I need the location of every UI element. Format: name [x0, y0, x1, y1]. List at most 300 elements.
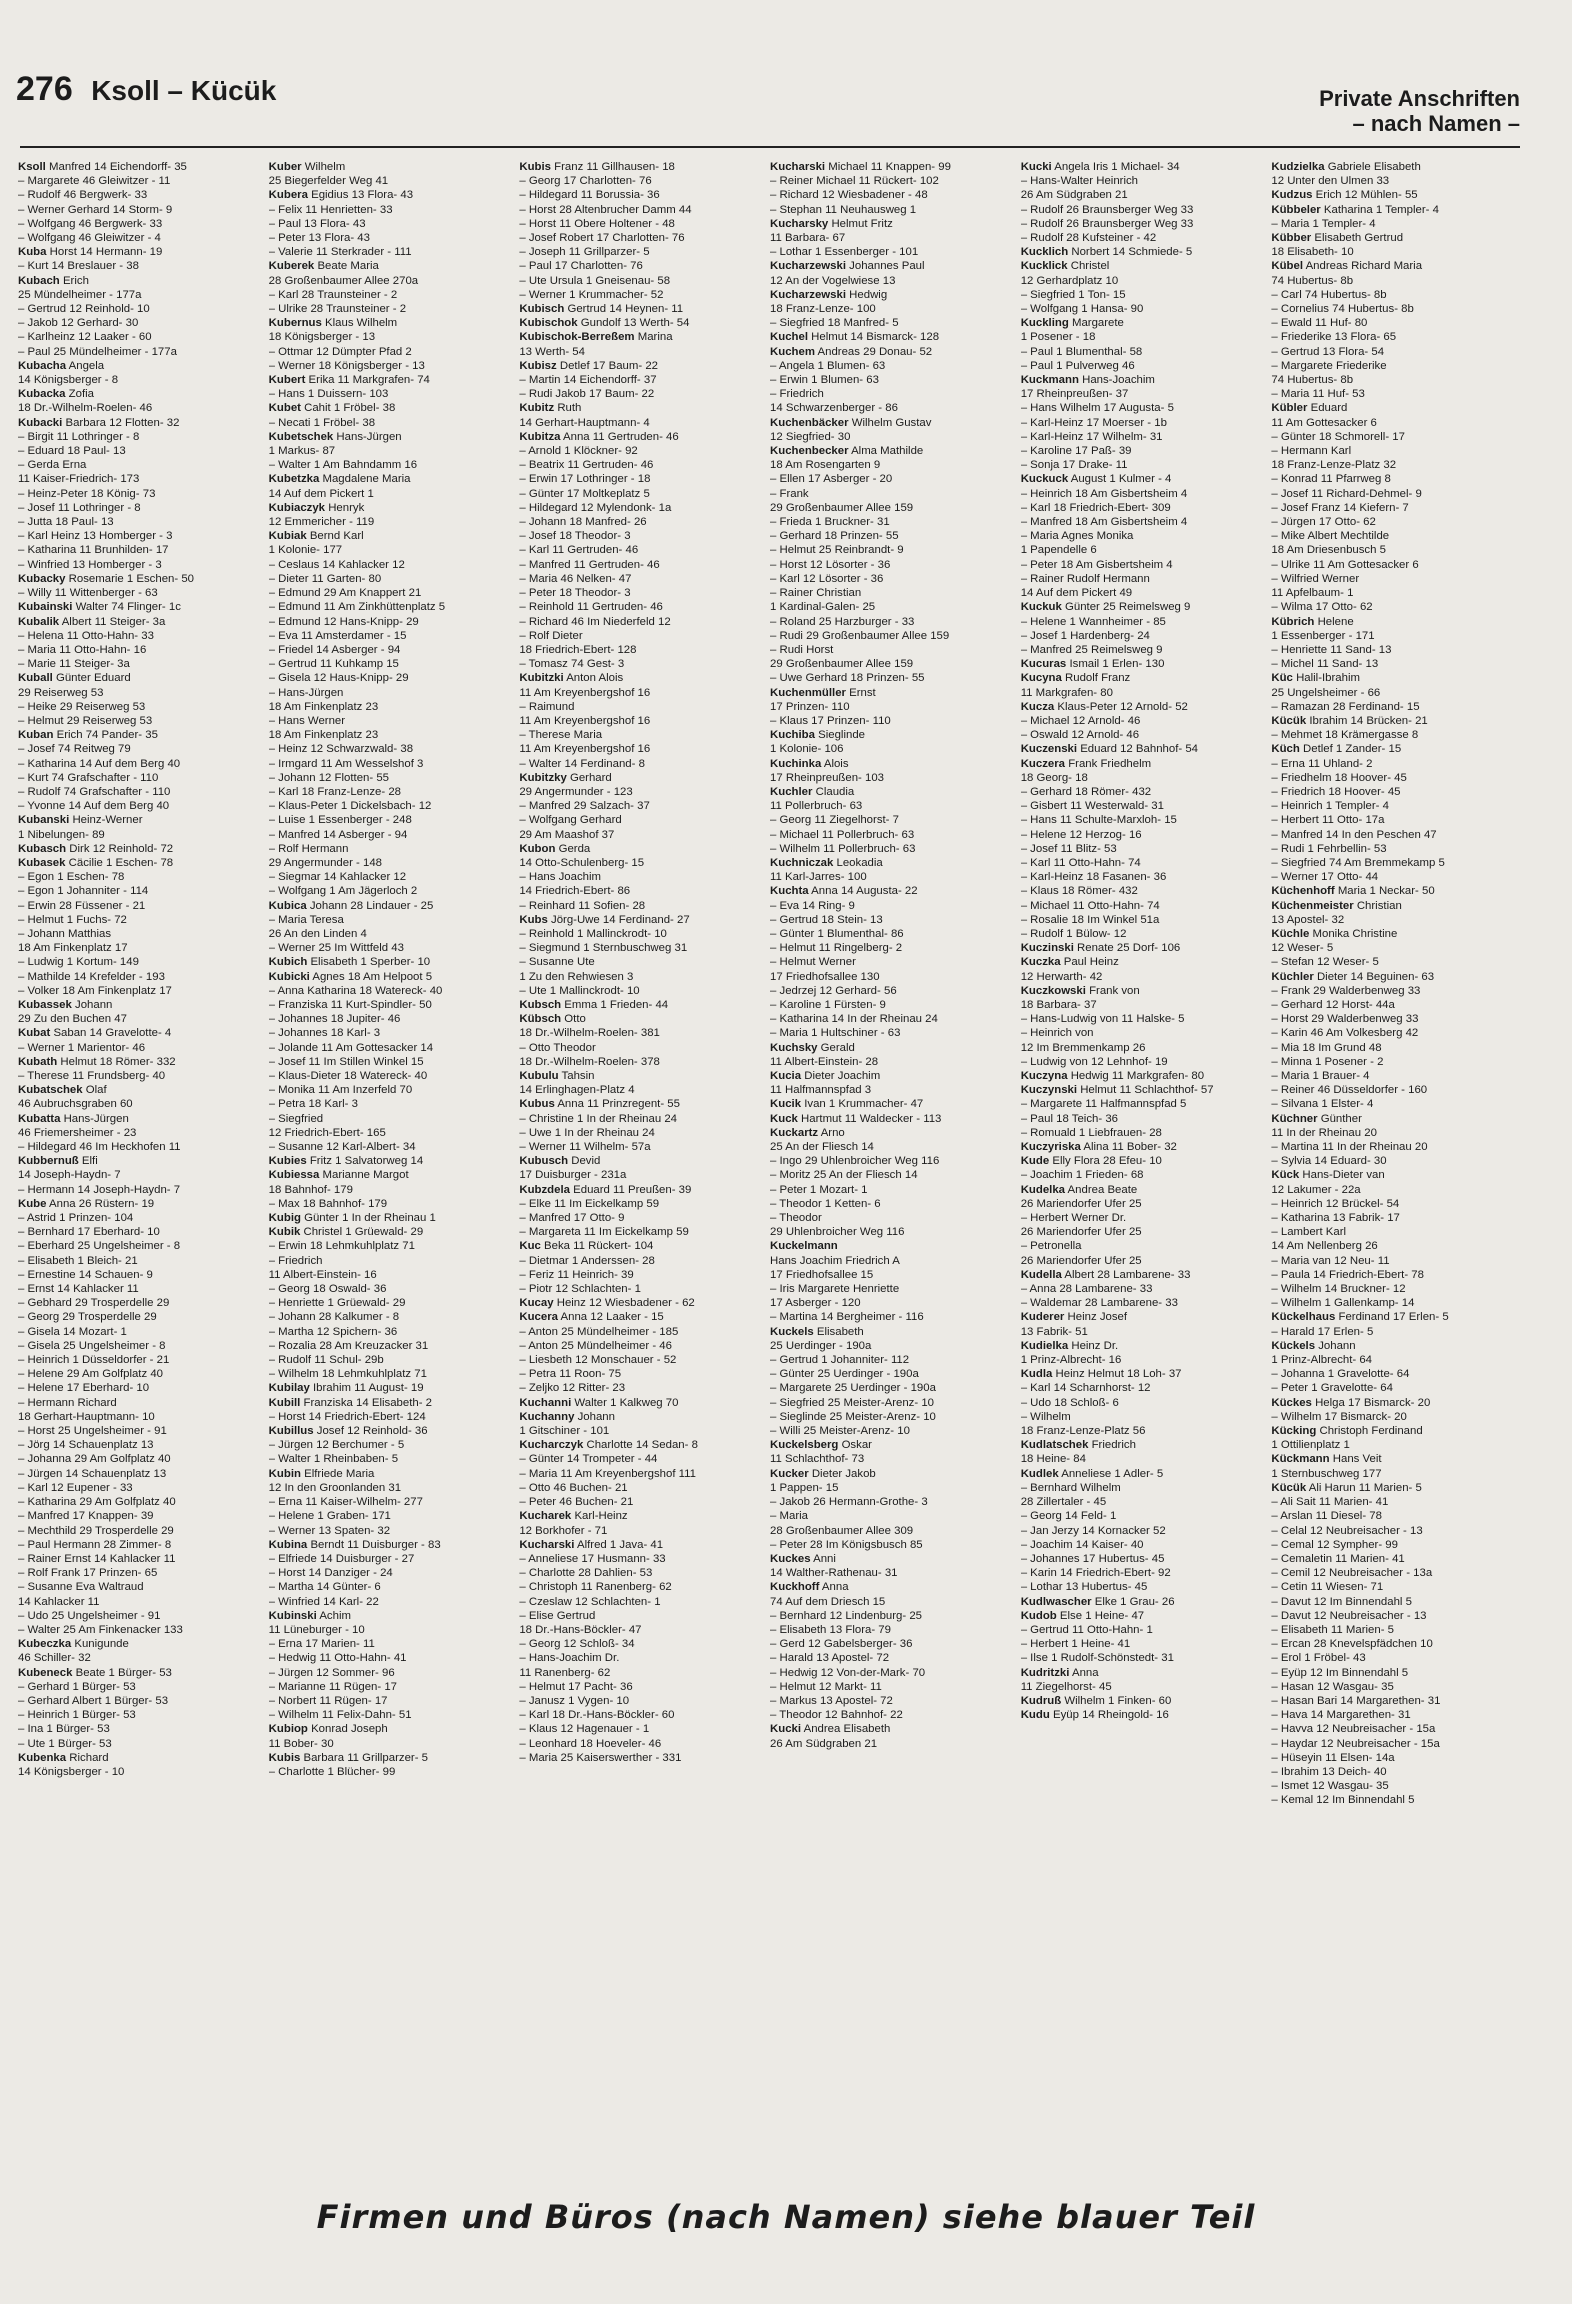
directory-entry — [770, 1538, 1007, 1552]
entry-surname: Kuckelmann — [770, 1240, 838, 1253]
entry-details: – Gerda Erna — [18, 459, 87, 472]
directory-entry — [519, 430, 756, 444]
directory-entry — [1021, 600, 1258, 614]
directory-entry — [1271, 1282, 1508, 1296]
directory-entry — [1021, 1325, 1258, 1339]
directory-entry — [770, 1041, 1007, 1055]
entry-details: 29 Angermunder - 148 — [268, 856, 383, 869]
directory-entry — [1271, 231, 1508, 245]
directory-entry — [1021, 998, 1258, 1012]
directory-entry — [269, 884, 506, 898]
directory-entry — [770, 558, 1007, 572]
entry-details: – Walter 1 Am Bahndamm 16 — [268, 459, 418, 472]
directory-entry — [18, 359, 255, 373]
directory-entry — [770, 501, 1007, 515]
page-title: Ksoll – Kücük — [91, 75, 277, 106]
entry-details: – Manfred 18 Am Gisbertsheim 4 — [1020, 516, 1188, 529]
entry-details: – Friederike 13 Flora- 65 — [1271, 331, 1397, 344]
directory-entry — [18, 1694, 255, 1708]
directory-entry — [519, 515, 756, 529]
entry-details: Helmut 14 Bismarck- 128 — [811, 331, 940, 344]
entry-details: – Ernst 14 Kahlacker 11 — [18, 1283, 139, 1296]
directory-entry — [519, 1097, 756, 1111]
entry-details: – Helena 11 Otto-Hahn- 33 — [18, 629, 154, 642]
entry-details: – Elisabeth 1 Bleich- 21 — [18, 1254, 138, 1267]
directory-entry — [1021, 1225, 1258, 1239]
directory-entry — [269, 657, 506, 671]
entry-details: – Hildegard 46 Im Heckhofen 11 — [18, 1141, 181, 1154]
directory-entry — [1021, 1694, 1258, 1708]
entry-surname: Kubiessa — [268, 1169, 320, 1182]
entry-surname: Kuchenbäcker — [770, 416, 849, 429]
directory-entry — [1271, 1012, 1508, 1026]
directory-entry — [269, 1609, 506, 1623]
entry-details: – Marie 11 Steiger- 3a — [18, 658, 130, 671]
entry-details: – Ulrike 28 Traunsteiner - 2 — [268, 303, 407, 316]
directory-entry — [770, 1381, 1007, 1395]
entry-details: – Hans 11 Schulte-Marxloh- 15 — [1020, 814, 1177, 827]
directory-entry — [770, 1580, 1007, 1594]
directory-entry — [519, 970, 756, 984]
entry-details: – Celal 12 Neubreisacher - 13 — [1271, 1524, 1423, 1537]
directory-entry — [18, 1566, 255, 1580]
entry-surname: Kuchanni — [519, 1396, 572, 1409]
directory-entry — [519, 1481, 756, 1495]
entry-details: – Klaus-Peter 1 Dickelsbach- 12 — [268, 800, 432, 813]
directory-entry — [269, 458, 506, 472]
entry-details: – Maria 11 Am Kreyenbergshof 111 — [519, 1467, 696, 1480]
entry-details: 12 Siegfried- 30 — [770, 430, 851, 443]
entry-details: Ibrahim 11 August- 19 — [313, 1382, 424, 1395]
entry-details: – Czeslaw 12 Schlachten- 1 — [519, 1595, 661, 1608]
directory-entry — [1271, 1751, 1508, 1765]
entry-details: Christoph Ferdinand — [1319, 1425, 1423, 1438]
directory-entry — [1021, 401, 1258, 415]
entry-details: Detlef 17 Baum- 22 — [559, 359, 658, 372]
entry-details: – Elise Gertrud — [519, 1609, 596, 1622]
entry-details: – Siegmund 1 Sternbuschweg 31 — [519, 942, 688, 955]
directory-entry — [269, 1268, 506, 1282]
directory-entry — [1021, 217, 1258, 231]
entry-details: 1 Papendelle 6 — [1020, 544, 1097, 557]
entry-surname: Kubalik — [18, 615, 60, 628]
directory-entry — [770, 330, 1007, 344]
entry-details: – Hava 14 Margarethen- 31 — [1271, 1709, 1411, 1722]
directory-entry — [1271, 955, 1508, 969]
directory-entry — [1271, 572, 1508, 586]
directory-entry — [519, 728, 756, 742]
directory-entry — [1021, 188, 1258, 202]
directory-entry — [1021, 1452, 1258, 1466]
entry-details: Frank Friedhelm — [1068, 757, 1152, 770]
entry-details: – Anna Katharina 18 Watereck- 40 — [268, 984, 443, 997]
entry-details: – Wilhelm — [1020, 1410, 1071, 1423]
entry-details: Dieter 14 Beguinen- 63 — [1316, 970, 1435, 983]
entry-surname: Kubillus — [268, 1425, 314, 1438]
entry-details: Eyüp 14 Rheingold- 16 — [1052, 1709, 1169, 1722]
directory-entry — [269, 700, 506, 714]
entry-surname: Küchner — [1271, 1112, 1318, 1125]
directory-entry — [269, 1282, 506, 1296]
entry-details: 18 Königsberger - 13 — [268, 331, 376, 344]
entry-details: Walter 74 Flinger- 1c — [75, 601, 181, 614]
entry-details: 74 Auf dem Driesch 15 — [770, 1595, 886, 1608]
entry-surname: Kubatta — [18, 1112, 61, 1125]
directory-entry — [1271, 771, 1508, 785]
entry-details: – Wolfgang 1 Hansa- 90 — [1020, 303, 1144, 316]
directory-entry — [1021, 487, 1258, 501]
entry-surname: Kucharczyk — [519, 1439, 584, 1452]
directory-entry — [1271, 288, 1508, 302]
entry-details: 11 Albert-Einstein- 28 — [770, 1055, 879, 1068]
entry-surname: Kuczenski — [1020, 743, 1078, 756]
directory-entry — [1271, 444, 1508, 458]
entry-details: 18 Georg- 18 — [1020, 771, 1088, 784]
entry-details: – Hans-Jürgen — [268, 686, 344, 699]
entry-surname: Kuchenmüller — [770, 686, 846, 699]
entry-details: – Mathilde 14 Krefelder - 193 — [18, 970, 165, 983]
entry-details: – Manfred 14 Asberger - 94 — [268, 828, 408, 841]
directory-entry — [18, 1680, 255, 1694]
directory-entry — [519, 1595, 756, 1609]
entry-details: – Kurt 74 Grafschafter - 110 — [18, 771, 159, 784]
entry-details: – Kemal 12 Im Binnendahl 5 — [1271, 1794, 1415, 1807]
entry-surname: Kubetzka — [268, 473, 320, 486]
directory-entry — [269, 1637, 506, 1651]
entry-details: Jörg-Uwe 14 Ferdinand- 27 — [551, 913, 690, 926]
entry-details: August 1 Kulmer - 4 — [1070, 473, 1172, 486]
entry-details: – Helene 12 Herzog- 16 — [1020, 828, 1142, 841]
directory-entry — [519, 1225, 756, 1239]
entry-surname: Kübler — [1271, 402, 1308, 415]
directory-entry — [770, 1680, 1007, 1694]
entry-details: – Beatrix 11 Gertruden- 46 — [519, 459, 654, 472]
entry-surname: Kubera — [268, 189, 308, 202]
directory-entry — [519, 870, 756, 884]
entry-details: Egidius 13 Flora- 43 — [311, 189, 414, 202]
entry-details: – Günter 1 Blumenthal- 86 — [770, 927, 904, 940]
entry-surname: Kuczera — [1020, 757, 1066, 770]
directory-entry — [18, 970, 255, 984]
directory-entry — [519, 671, 756, 685]
entry-details: Horst 14 Hermann- 19 — [49, 246, 163, 259]
directory-entry — [1021, 529, 1258, 543]
entry-details: – Astrid 1 Prinzen- 104 — [18, 1212, 134, 1225]
directory-entry — [1271, 686, 1508, 700]
directory-entry — [1271, 1552, 1508, 1566]
directory-column — [770, 160, 1007, 2144]
directory-entry — [1021, 330, 1258, 344]
directory-entry — [1021, 671, 1258, 685]
directory-entry — [269, 899, 506, 913]
entry-details: 17 Asberger - 120 — [770, 1297, 861, 1310]
entry-details: Detlef 1 Zander- 15 — [1303, 743, 1402, 756]
directory-entry — [18, 501, 255, 515]
directory-entry — [18, 828, 255, 842]
directory-entry — [18, 188, 255, 202]
directory-entry — [519, 785, 756, 799]
directory-entry — [18, 160, 255, 174]
directory-entry — [770, 1154, 1007, 1168]
directory-entry — [519, 472, 756, 486]
entry-surname: Kubassek — [18, 998, 72, 1011]
entry-details: – Manfred 17 Otto- 9 — [519, 1212, 625, 1225]
directory-entry — [269, 714, 506, 728]
entry-surname: Kübel — [1271, 260, 1304, 273]
directory-entry — [1271, 1765, 1508, 1779]
entry-details: – Reiner Michael 11 Rückert- 102 — [770, 175, 939, 188]
entry-details: – Rolf Dieter — [519, 629, 583, 642]
entry-surname: Kubitz — [519, 402, 555, 415]
directory-entry — [18, 1310, 255, 1324]
directory-entry — [519, 1666, 756, 1680]
entry-details: – Udo 18 Schloß- 6 — [1020, 1396, 1119, 1409]
entry-surname: Kuc — [519, 1240, 541, 1253]
directory-entry — [519, 1282, 756, 1296]
directory-entry — [269, 231, 506, 245]
directory-entry — [519, 487, 756, 501]
entry-details: 11 Am Kreyenbergshof 16 — [519, 686, 651, 699]
entry-details: – Horst 28 Altenbrucher Damm 44 — [519, 203, 692, 216]
directory-entry — [519, 1438, 756, 1452]
directory-entry — [519, 1112, 756, 1126]
page-header-left — [16, 70, 276, 109]
directory-entry — [519, 359, 756, 373]
directory-entry — [269, 259, 506, 273]
entry-details: Franziska 14 Elisabeth- 2 — [303, 1396, 433, 1409]
entry-details: – Susanne Ute — [519, 956, 595, 969]
directory-entry — [18, 1126, 255, 1140]
entry-details: – Stephan 11 Neuhausweg 1 — [770, 203, 917, 216]
directory-entry — [770, 1637, 1007, 1651]
entry-details: – Paul 1 Pulverweg 46 — [1020, 359, 1135, 372]
directory-entry — [18, 387, 255, 401]
entry-surname: Kucker — [770, 1467, 809, 1480]
entry-details: 11 Am Kreyenbergshof 16 — [519, 714, 651, 727]
entry-details: – Joseph 11 Grillparzer- 5 — [519, 246, 650, 259]
directory-entry — [1021, 813, 1258, 827]
entry-details: – Karl 18 Dr.-Hans-Böckler- 60 — [519, 1709, 675, 1722]
entry-details: 17 Rheinpreußen- 103 — [770, 771, 884, 784]
entry-surname: Kucera — [519, 1311, 558, 1324]
directory-entry — [269, 1367, 506, 1381]
entry-details: – Hüseyin 11 Elsen- 14a — [1271, 1751, 1395, 1764]
entry-details: – Heinrich 1 Templer- 4 — [1271, 800, 1389, 813]
directory-entry — [519, 1239, 756, 1253]
directory-entry — [269, 1154, 506, 1168]
directory-entry — [269, 1552, 506, 1566]
directory-entry — [269, 870, 506, 884]
directory-entry — [1271, 927, 1508, 941]
entry-surname: Kubin — [268, 1467, 301, 1480]
directory-entry — [1021, 1197, 1258, 1211]
entry-details: – Karl 18 Franz-Lenze- 28 — [268, 785, 401, 798]
directory-entry — [1021, 1367, 1258, 1381]
directory-entry — [18, 1467, 255, 1481]
directory-entry — [1021, 771, 1258, 785]
entry-details: 11 Ziegelhorst- 45 — [1020, 1680, 1112, 1693]
entry-details: Karl-Heinz — [574, 1510, 628, 1523]
entry-details: – Susanne Eva Waltraud — [18, 1581, 144, 1594]
entry-details: – Friedel 14 Asberger - 94 — [268, 643, 401, 656]
entry-details: – Marianne 11 Rügen- 17 — [268, 1680, 398, 1693]
entry-details: – Josef Franz 14 Kiefern- 7 — [1271, 501, 1409, 514]
directory-entry — [770, 1595, 1007, 1609]
entry-surname: Kuchiba — [770, 729, 815, 742]
directory-entry — [519, 1296, 756, 1310]
directory-entry — [1271, 259, 1508, 273]
directory-entry — [269, 416, 506, 430]
directory-entry — [1271, 671, 1508, 685]
directory-entry — [1271, 302, 1508, 316]
entry-details: – Eyüp 12 Im Binnendahl 5 — [1271, 1666, 1409, 1679]
entry-details: – Winfried 14 Karl- 22 — [268, 1595, 379, 1608]
entry-details: Anneliese 1 Adler- 5 — [1061, 1467, 1164, 1480]
entry-surname: Kudla — [1020, 1368, 1053, 1381]
entry-details: – Charlotte 1 Blücher- 99 — [268, 1765, 396, 1778]
directory-entry — [1021, 856, 1258, 870]
directory-entry — [1271, 1211, 1508, 1225]
entry-details: – Maria 1 Hultschiner - 63 — [770, 1027, 901, 1040]
entry-details: – Frank — [770, 487, 809, 500]
entry-details: Hans-Jürgen — [336, 430, 402, 443]
entry-details: – Hans-Joachim Dr. — [519, 1652, 620, 1665]
entry-details: – Ute 1 Bürger- 53 — [18, 1737, 112, 1750]
directory-entry — [269, 203, 506, 217]
entry-details: – Gerd 12 Gabelsberger- 36 — [770, 1638, 913, 1651]
directory-entry — [1021, 1112, 1258, 1126]
entry-details: 26 Mariendorfer Ufer 25 — [1020, 1254, 1142, 1267]
directory-entry — [269, 1595, 506, 1609]
entry-surname: Kudzielka — [1271, 161, 1325, 173]
directory-entry — [269, 1524, 506, 1538]
entry-details: Elisabeth — [816, 1325, 864, 1338]
directory-entry — [1271, 387, 1508, 401]
entry-surname: Kuckartz — [770, 1126, 819, 1139]
directory-entry — [269, 643, 506, 657]
entry-details: – Wilhelm 18 Lehmkuhlplatz 71 — [268, 1368, 427, 1381]
entry-details: – Siegfried 1 Ton- 15 — [1020, 288, 1126, 301]
entry-details: Klaus-Peter 12 Arnold- 52 — [1057, 700, 1188, 713]
entry-details: – Iris Margarete Henriette — [770, 1283, 900, 1296]
entry-details: Gundolf 13 Werth- 54 — [580, 317, 690, 330]
directory-entry — [519, 288, 756, 302]
directory-entry — [18, 174, 255, 188]
directory-entry — [519, 842, 756, 856]
directory-entry — [519, 1339, 756, 1353]
entry-details: – Erna 11 Uhland- 2 — [1271, 757, 1373, 770]
entry-details: – Raimund — [519, 700, 575, 713]
entry-details: – Heinz 12 Schwarzwald- 38 — [268, 743, 414, 756]
entry-details: – Arslan 11 Diesel- 78 — [1271, 1510, 1382, 1523]
directory-entry — [770, 444, 1007, 458]
entry-surname: Kuchta — [770, 885, 809, 898]
directory-entry — [1021, 1438, 1258, 1452]
directory-entry — [269, 1424, 506, 1438]
directory-entry — [269, 359, 506, 373]
entry-details: 28 Zillertaler - 45 — [1020, 1496, 1107, 1509]
entry-details: Anton Alois — [566, 672, 624, 685]
directory-entry — [1271, 1623, 1508, 1637]
directory-entry — [1271, 714, 1508, 728]
directory-entry — [18, 1239, 255, 1253]
entry-surname: Kücük — [1271, 1481, 1307, 1494]
entry-surname: Kudruß — [1020, 1694, 1062, 1707]
directory-entry — [770, 842, 1007, 856]
entry-details: – Erol 1 Fröbel- 43 — [1271, 1652, 1366, 1665]
directory-entry — [519, 884, 756, 898]
directory-entry — [18, 771, 255, 785]
entry-details: – Karin 14 Friedrich-Ebert- 92 — [1020, 1567, 1171, 1580]
entry-details: Frank von — [1089, 984, 1140, 997]
directory-entry — [1271, 515, 1508, 529]
entry-surname: Kuball — [18, 672, 53, 685]
directory-entry — [770, 1509, 1007, 1523]
entry-details: – Peter 18 Theodor- 3 — [519, 587, 631, 600]
entry-surname: Kudelka — [1020, 1183, 1065, 1196]
entry-details: 14 Walther-Rathenau- 31 — [770, 1567, 898, 1580]
directory-entry — [1021, 1410, 1258, 1424]
directory-entry — [1021, 558, 1258, 572]
entry-details: – Theodor 1 Ketten- 6 — [770, 1197, 881, 1210]
directory-entry — [1271, 600, 1508, 614]
entry-details: Achim — [319, 1609, 351, 1622]
entry-details: – Wolfgang Gerhard — [519, 814, 622, 827]
entry-details: – Ute Ursula 1 Gneisenau- 58 — [519, 274, 671, 287]
directory-entry — [18, 643, 255, 657]
entry-details: 12 Herwarth- 42 — [1020, 970, 1103, 983]
entry-surname: Kuchinka — [770, 757, 822, 770]
directory-entry — [519, 1609, 756, 1623]
entry-details: 46 Friemersheimer - 23 — [18, 1126, 137, 1139]
entry-details: – Necati 1 Fröbel- 38 — [268, 416, 376, 429]
entry-details: – Jürgen 14 Schauenplatz 13 — [18, 1467, 167, 1480]
directory-column — [1021, 160, 1258, 2144]
entry-details: – Johannes 18 Jupiter- 46 — [268, 1013, 401, 1026]
entry-details: 11 Am Gottesacker 6 — [1271, 416, 1377, 429]
entry-details: – Klaus-Dieter 18 Watereck- 40 — [268, 1070, 428, 1082]
directory-entry — [1271, 1793, 1508, 1807]
entry-details: – Rainer Rudolf Hermann — [1020, 572, 1150, 585]
entry-details: Elfi — [81, 1155, 98, 1168]
entry-details: Gerda — [558, 842, 591, 855]
entry-details: Hans Veit — [1332, 1453, 1382, 1466]
entry-details: – Walter 14 Ferdinand- 8 — [519, 757, 645, 770]
directory-entry — [770, 1467, 1007, 1481]
directory-entry — [1021, 913, 1258, 927]
entry-details: Magdalene Maria — [322, 473, 411, 486]
entry-details: – Therese Maria — [519, 729, 603, 742]
entry-details: Eduard 11 Preußen- 39 — [573, 1183, 692, 1196]
directory-entry — [519, 1467, 756, 1481]
entry-details: – Johann Matthias — [18, 927, 112, 940]
entry-details: – Rolf Hermann — [268, 842, 349, 855]
directory-entry — [269, 1225, 506, 1239]
entry-details: – Hermann Karl — [1271, 445, 1352, 458]
entry-surname: Kuban — [18, 729, 54, 742]
directory-entry — [770, 657, 1007, 671]
entry-details: Johann — [75, 998, 113, 1011]
directory-entry — [1271, 458, 1508, 472]
directory-entry — [1271, 757, 1508, 771]
entry-surname: Kücük — [1271, 714, 1307, 727]
entry-details: Rosemarie 1 Eschen- 50 — [68, 572, 195, 585]
entry-details: – Martha 14 Günter- 6 — [268, 1581, 381, 1594]
entry-details: – Peter 1 Gravelotte- 64 — [1271, 1382, 1393, 1395]
directory-entry — [1271, 472, 1508, 486]
entry-details: – Walter 25 Am Finkenacker 133 — [18, 1623, 183, 1636]
directory-entry — [770, 1168, 1007, 1182]
